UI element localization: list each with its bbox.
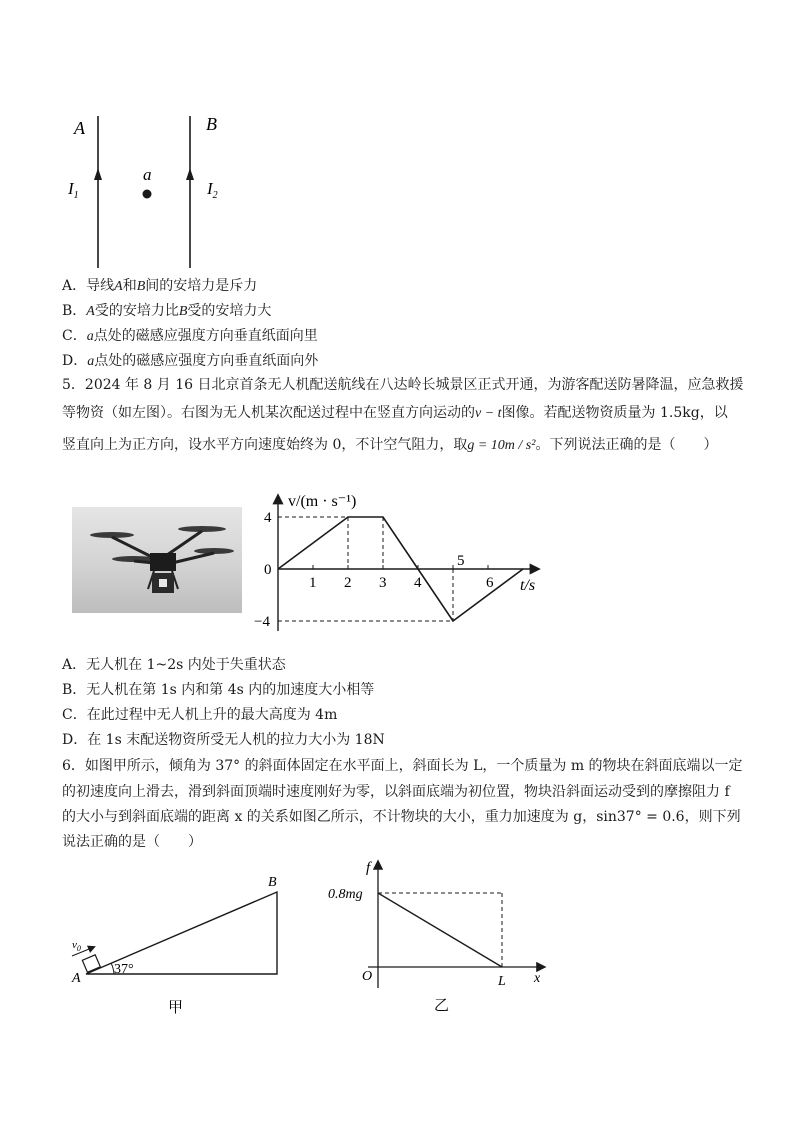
q4-option-d: D．a点处的磁感应强度方向垂直纸面向外 — [62, 353, 319, 369]
q5-stem-line-1: 5．2024 年 8 月 16 日北京首条无人机配送航线在八达岭长城景区正式开通，为游客配送防暑降温，应急救援 — [62, 377, 744, 393]
q5-stem-line-2: 等物资（如左图）。右图为无人机某次配送过程中在竖直方向运动的v − t图像。若配送物资质量为 1.5kg，以 — [62, 405, 728, 421]
point-a-label: a — [143, 165, 152, 184]
y-value-label: 0.8mg — [328, 887, 363, 902]
vertex-a-label: A — [72, 971, 81, 986]
y-tick-label: −4 — [254, 614, 270, 630]
velocity-time-chart — [254, 486, 550, 634]
figure-jia-incline — [62, 870, 302, 1020]
y-tick-label: 0 — [264, 562, 272, 578]
y-tick-label: 4 — [264, 510, 272, 526]
friction-line — [378, 893, 502, 967]
current-2-label: $I_2$ — [207, 179, 218, 201]
caption-yi: 乙 — [434, 998, 450, 1014]
q4-option-c: C．a点处的磁感应强度方向垂直纸面向里 — [62, 328, 318, 344]
figure-yi-friction-graph — [322, 852, 562, 1022]
q4-option-a: A．导线A和B间的安培力是斥力 — [62, 278, 258, 294]
drone-icon — [72, 507, 242, 613]
x-tick-label: 5 — [457, 553, 465, 569]
arrow-up-icon — [94, 168, 102, 180]
q5-option-a: A．无人机在 1~2s 内处于失重状态 — [62, 657, 286, 673]
figure-parallel-wires — [60, 108, 260, 273]
current-1-label: $I_1$ — [68, 179, 79, 201]
x-value-label: L — [498, 974, 506, 989]
vertex-b-label: B — [268, 875, 277, 890]
q4-option-b: B．A受的安培力比B受的安培力大 — [62, 303, 272, 319]
v0-label: $v_0$ — [72, 939, 81, 953]
caption-jia: 甲 — [168, 1000, 184, 1016]
origin-label: O — [362, 969, 373, 984]
x-axis-label: t/s — [520, 577, 536, 594]
q6-stem-line-1: 6．如图甲所示，倾角为 37° 的斜面体固定在水平面上，斜面长为 L，一个质量为 m 的物块在斜面底端以一定 — [62, 758, 743, 774]
x-tick-label: 3 — [379, 575, 387, 591]
point-a-dot — [143, 190, 152, 199]
x-tick-label: 6 — [486, 575, 494, 591]
q5-stem-line-3: 竖直向上为正方向，设水平方向速度始终为 0，不计空气阻力，取g = 10m / s²。下列说法正确的是（ ） — [62, 437, 718, 453]
x-axis-label: x — [534, 971, 541, 986]
q6-stem-line-4: 说法正确的是（ ） — [62, 834, 202, 850]
x-tick-label: 1 — [309, 575, 317, 591]
q5-option-d: D．在 1s 末配送物资所受无人机的拉力大小为 18N — [62, 732, 385, 748]
x-tick-label: 2 — [344, 575, 352, 591]
q6-stem-line-3: 的大小与到斜面底端的距离 x 的关系如图乙所示，不计物块的大小，重力加速度为 g，sin37° = 0.6，则下列 — [62, 809, 741, 825]
arrow-up-icon — [186, 168, 194, 180]
y-axis-label: f — [366, 860, 371, 876]
drone-photo — [72, 507, 242, 613]
q5-option-c: C．在此过程中无人机上升的最大高度为 4m — [62, 707, 338, 723]
y-axis-label: v/(m · s⁻¹) — [288, 493, 357, 510]
angle-label: 37° — [114, 962, 134, 977]
wire-b-label: B — [206, 114, 217, 134]
wire-a-label: A — [74, 118, 85, 138]
x-tick-label: 4 — [414, 575, 422, 591]
q6-stem-line-2: 的初速度向上滑去，滑到斜面顶端时速度刚好为零，以斜面底端为初位置，物块沿斜面运动受到的摩擦阻力 f — [62, 784, 730, 800]
q5-option-b: B．无人机在第 1s 内和第 4s 内的加速度大小相等 — [62, 682, 375, 698]
